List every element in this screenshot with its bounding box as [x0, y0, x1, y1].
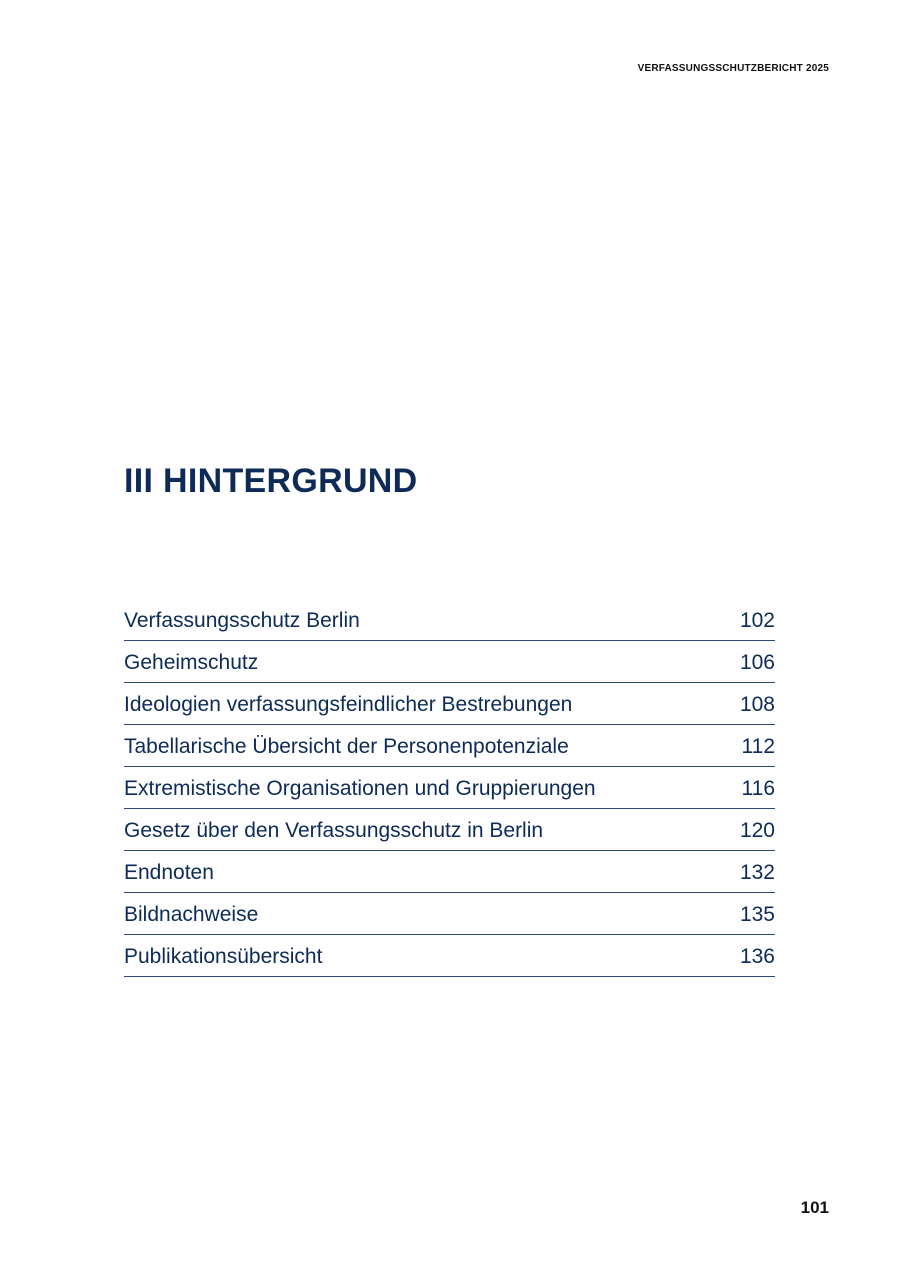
toc-entry-label: Verfassungsschutz Berlin: [124, 608, 360, 632]
toc-entry-personenpotenziale[interactable]: [124, 725, 775, 767]
toc-entry-bildnachweise[interactable]: [124, 893, 775, 935]
toc-entry-geheimschutz[interactable]: [124, 641, 775, 683]
toc-entry-page: 102: [739, 608, 775, 632]
toc-entry-page: 106: [739, 650, 775, 674]
toc-entry-endnoten[interactable]: [124, 851, 775, 893]
toc-entry-ideologien[interactable]: [124, 683, 775, 725]
section-title: III HINTERGRUND: [124, 462, 418, 500]
toc-entry-page: 112: [741, 734, 775, 758]
toc-entry-label: Endnoten: [124, 860, 214, 884]
toc-entry-label: Gesetz über den Verfassungsschutz in Berlin: [124, 818, 544, 842]
toc-entry-page: 132: [739, 860, 775, 884]
table-of-contents: [124, 599, 775, 977]
toc-entry-label: Tabellarische Übersicht der Personenpotenziale: [124, 734, 569, 758]
toc-entry-label: Extremistische Organisationen und Gruppierungen: [124, 776, 596, 800]
toc-entry-page: 120: [739, 818, 775, 842]
toc-entry-page: 135: [739, 902, 775, 926]
toc-entry-publikationsuebersicht[interactable]: [124, 935, 775, 977]
toc-entry-label: Geheimschutz: [124, 650, 259, 674]
toc-entry-organisationen[interactable]: [124, 767, 775, 809]
toc-entry-page: 108: [739, 692, 775, 716]
toc-entry-label: Bildnachweise: [124, 902, 259, 926]
toc-entry-label: Publikationsübersicht: [124, 944, 323, 968]
toc-entry-verfassungsschutz-berlin[interactable]: [124, 599, 775, 641]
toc-entry-page: 136: [739, 944, 775, 968]
toc-entry-label: Ideologien verfassungsfeindlicher Bestrebungen: [124, 692, 573, 716]
toc-entry-page: 116: [741, 776, 775, 800]
toc-entry-gesetz[interactable]: [124, 809, 775, 851]
page-number: 101: [800, 1198, 829, 1217]
running-header: VERFASSUNGSSCHUTZBERICHT 2025: [637, 63, 829, 74]
